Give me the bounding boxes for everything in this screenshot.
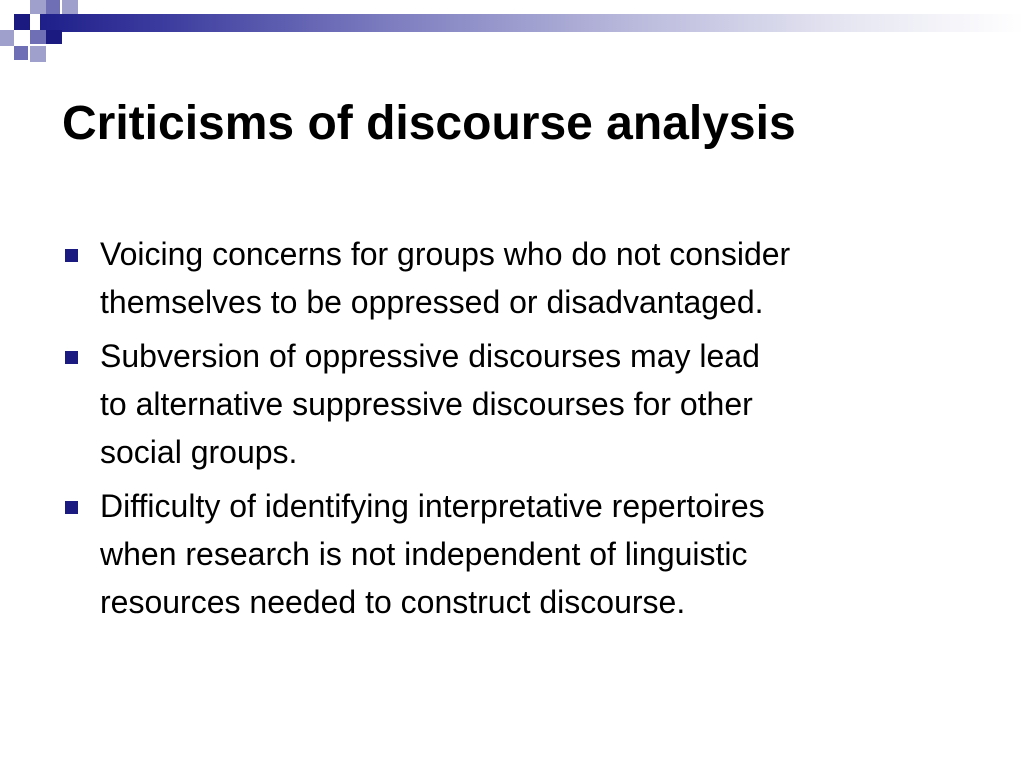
bullet-line: to alternative suppressive discourses for other <box>100 386 753 422</box>
bullet-list <box>62 230 982 632</box>
bullet-line: themselves to be oppressed or disadvantaged. <box>100 284 764 320</box>
decor-square-navy-1 <box>14 14 30 30</box>
bullet-item-difficulty <box>62 482 982 626</box>
decor-square-light-2 <box>62 0 78 14</box>
decor-square-light-3 <box>0 30 14 46</box>
square-bullet-icon <box>65 501 78 514</box>
decor-square-mid-3 <box>14 46 28 60</box>
header-gradient-band <box>40 14 1024 32</box>
decor-square-mid-2 <box>30 30 46 44</box>
bullet-line: Subversion of oppressive discourses may lead <box>100 338 760 374</box>
bullet-line: Voicing concerns for groups who do not consider <box>100 236 791 272</box>
bullet-line: social groups. <box>100 434 298 470</box>
square-bullet-icon <box>65 351 78 364</box>
bullet-line: Difficulty of identifying interpretative repertoires <box>100 488 765 524</box>
bullet-item-voicing-concerns <box>62 230 982 326</box>
decor-square-light-1 <box>30 0 46 14</box>
bullet-line: when research is not independent of linguistic <box>100 536 748 572</box>
square-bullet-icon <box>65 249 78 262</box>
slide-title: Criticisms of discourse analysis <box>62 97 796 150</box>
decor-square-light-4 <box>30 46 46 62</box>
bullet-line: resources needed to construct discourse. <box>100 584 686 620</box>
decor-square-navy-2 <box>46 30 62 44</box>
bullet-item-subversion <box>62 332 982 476</box>
decor-square-mid-1 <box>46 0 60 14</box>
